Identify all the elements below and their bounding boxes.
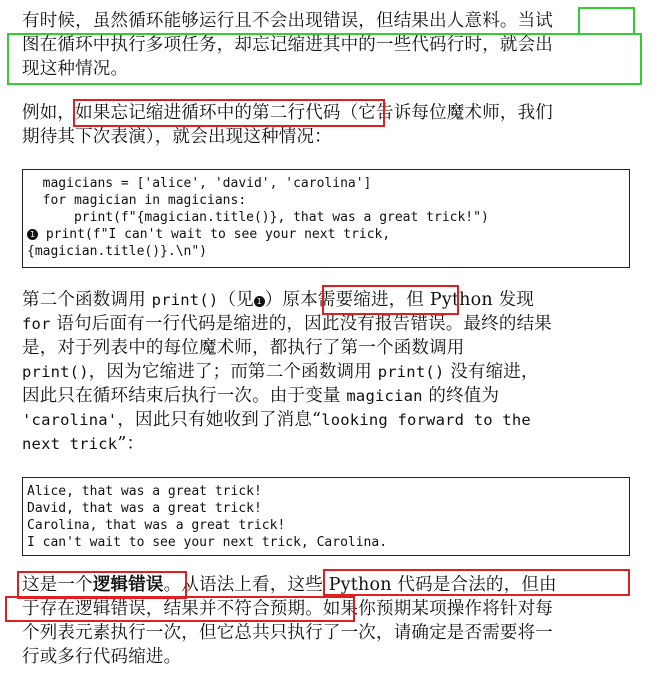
text-line: 期待其下次表演），就会出现这种情况： xyxy=(22,127,332,147)
text-line: print()，因为它缩进了；而第二个函数调用 print() 没有缩进， xyxy=(22,362,539,382)
code-line: magicians = ['alice', 'david', 'carolina'] xyxy=(27,176,372,191)
code-block-output xyxy=(22,477,630,556)
code-line: {magician.title()}.\n") xyxy=(27,244,208,259)
paragraph-intro xyxy=(22,9,638,81)
bold-term: 逻辑错误 xyxy=(92,575,164,595)
text-line: 这是一个逻辑错误。从语法上看，这些 Python 代码是合法的，但由 xyxy=(22,575,557,595)
text-line: 行或多行代码缩进。 xyxy=(22,647,182,667)
paragraph-explanation xyxy=(22,288,638,456)
output-line: I can't wait to see your next trick, Carolina. xyxy=(27,535,388,550)
text-line: 例如，如果忘记缩进循环中的第二行代码（它告诉每位魔术师，我们 xyxy=(22,103,554,123)
text-line: 是，对于列表中的每位魔术师，都执行了第一个函数调用 xyxy=(22,338,465,358)
callout-marker-icon: 1 xyxy=(254,296,265,307)
output-line: Carolina, that was a great trick! xyxy=(27,518,286,533)
text-line: 现这种情况。 xyxy=(22,59,129,79)
text-line: 图在循环中执行多项任务，却忘记缩进其中的一些代码行时，就会出 xyxy=(22,35,553,55)
code-block-loop xyxy=(22,169,630,268)
text-line: 'carolina'，因此只有她收到了消息“looking forward to the xyxy=(22,410,531,430)
paragraph-logic-error xyxy=(22,573,638,669)
output-line: David, that was a great trick! xyxy=(27,501,262,516)
text-line: 第二个函数调用 print()（见 1 ）原本需要缩进，但 Python 发现 xyxy=(22,290,535,310)
text-line: 个列表元素执行一次，但它总共只执行了一次，请确定是否需要将一 xyxy=(22,623,553,643)
text-line: 于存在逻辑错误，结果并不符合预期。如果你预期某项操作将针对每 xyxy=(22,599,554,619)
output-line: Alice, that was a great trick! xyxy=(27,484,262,499)
code-line: 1 print(f"I can't wait to see your next trick, xyxy=(27,226,629,243)
text-line: 有时候，虽然循环能够运行且不会出现错误，但结果出人意料。当试 xyxy=(22,11,554,31)
paragraph-example xyxy=(22,101,638,149)
code-line: for magician in magicians: xyxy=(27,193,247,208)
callout-marker-icon: 1 xyxy=(27,229,38,240)
code-line: print(f"{magician.title()}, that was a great trick!") xyxy=(27,210,489,225)
text-line: for 语句后面有一行代码是缩进的，因此没有报告错误。最终的结果 xyxy=(22,314,552,334)
text-line: 因此只在循环结束后执行一次。由于变量 magician 的终值为 xyxy=(22,386,500,406)
text-line: next trick”： xyxy=(22,434,145,454)
